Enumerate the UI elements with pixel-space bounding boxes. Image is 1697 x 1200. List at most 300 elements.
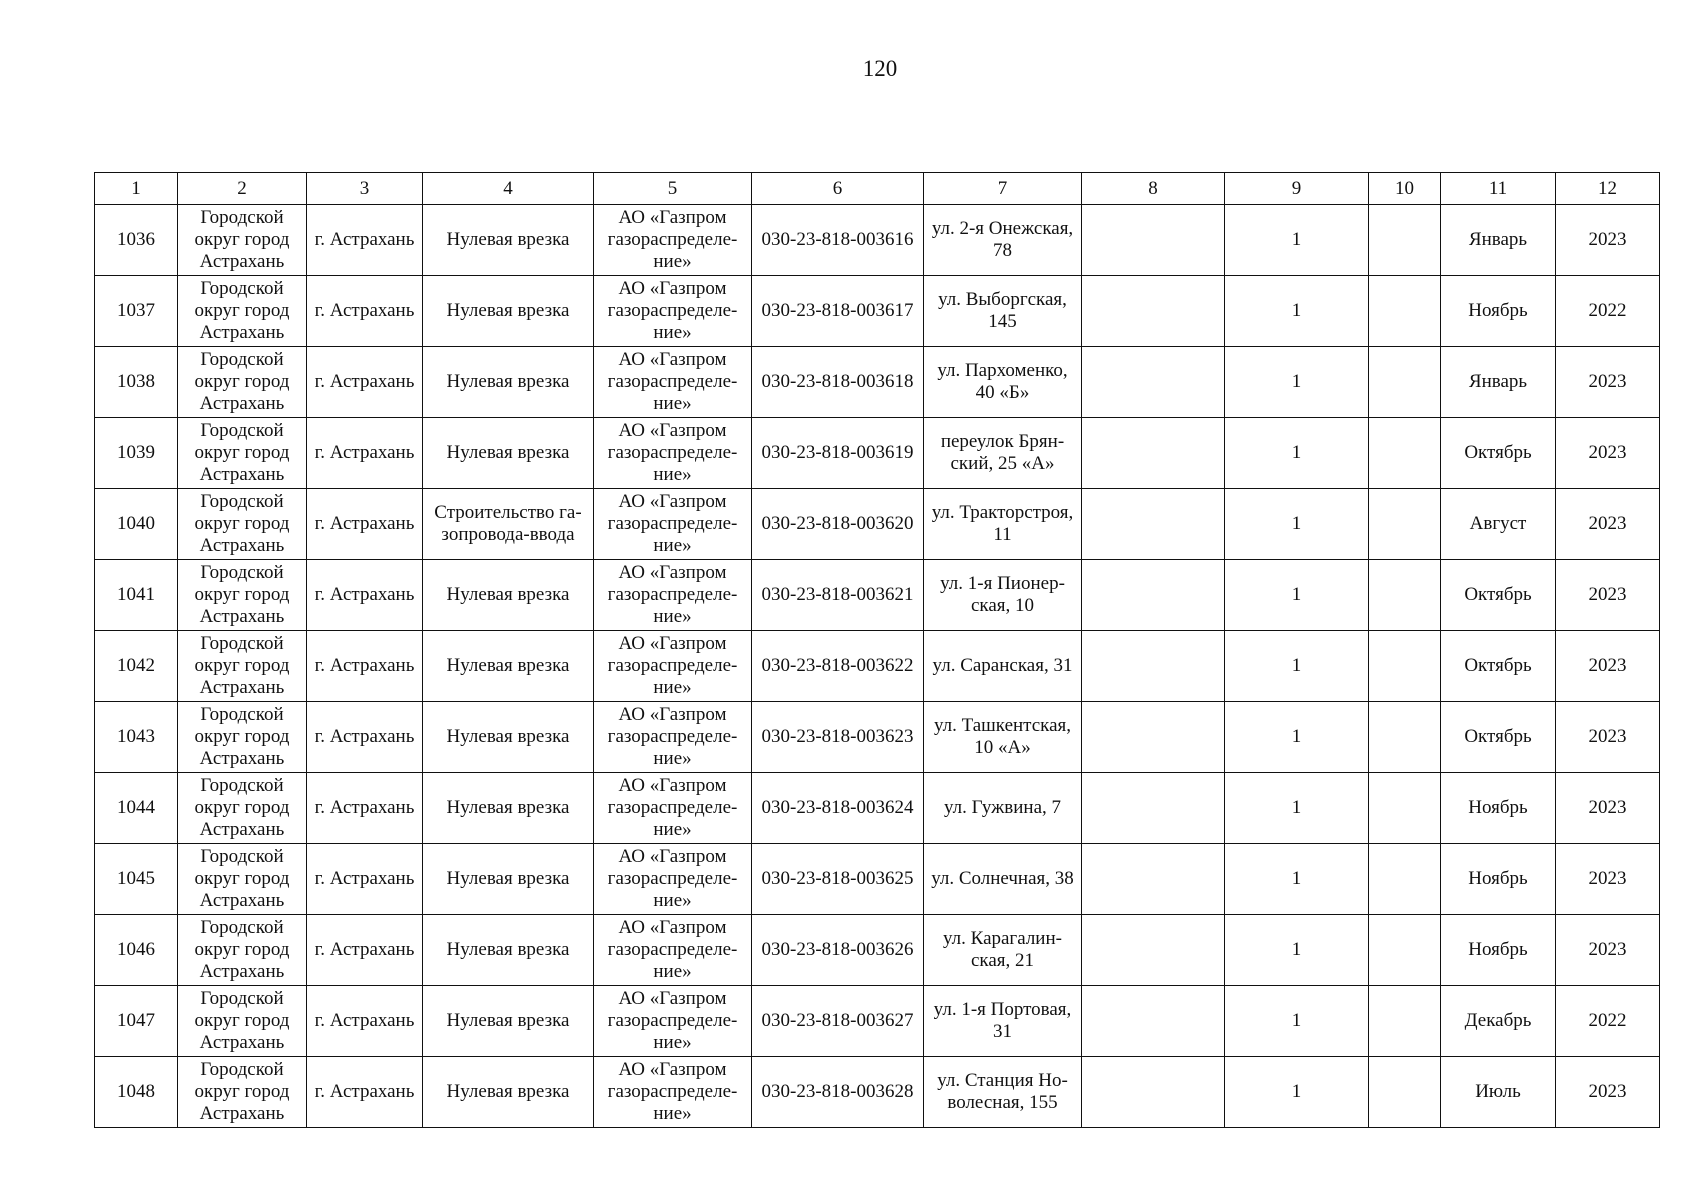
address-cell [924,489,1082,560]
object-code-text: 030-23-818-003621 [761,584,914,605]
object-code-cell [752,489,924,560]
year-cell [1556,986,1660,1057]
year-cell [1556,1057,1660,1128]
column-header-5: 5 [594,173,752,205]
object-code-text: 030-23-818-003616 [761,229,914,250]
month-text: Октябрь [1464,584,1532,605]
organization-text: АО «Газпром газораспределе- ние» [607,207,738,272]
year-text: 2023 [1588,726,1627,747]
column-header-3: 3 [307,173,423,205]
row-number-text: 1044 [117,797,155,818]
object-code-text: 030-23-818-003618 [761,371,914,392]
year-cell [1556,418,1660,489]
table-row [95,773,1660,844]
work-type-text: Нулевая врезка [446,300,570,321]
city-cell [307,347,423,418]
count-cell [1225,915,1369,986]
city-text: г. Астрахань [314,513,415,534]
count-cell [1225,276,1369,347]
column-10-cell [1369,560,1441,631]
column-10-cell [1369,702,1441,773]
address-text: ул. Тракторстроя, 11 [931,502,1074,545]
month-text: Январь [1468,229,1528,250]
table-row [95,276,1660,347]
organization-cell [594,276,752,347]
object-code-text: 030-23-818-003628 [761,1081,914,1102]
address-text: ул. 2-я Онежская, 78 [931,218,1074,261]
object-code-cell [752,915,924,986]
count-cell [1225,986,1369,1057]
work-type-cell [423,418,594,489]
column-10-cell [1369,205,1441,276]
count-text: 1 [1291,655,1302,676]
year-text: 2022 [1588,1010,1627,1031]
object-code-text: 030-23-818-003619 [761,442,914,463]
month-cell [1441,915,1556,986]
row-number-text: 1045 [117,868,155,889]
column-number-row [95,173,1660,205]
year-text: 2023 [1588,371,1627,392]
city-text: г. Астрахань [314,1010,415,1031]
address-cell [924,560,1082,631]
row-number-cell [95,915,178,986]
object-code-text: 030-23-818-003624 [761,797,914,818]
city-text: г. Астрахань [314,797,415,818]
column-8-cell [1082,1057,1225,1128]
object-code-text: 030-23-818-003620 [761,513,914,534]
address-cell [924,844,1082,915]
column-8-cell [1082,844,1225,915]
month-cell [1441,205,1556,276]
organization-cell [594,489,752,560]
count-text: 1 [1291,584,1302,605]
organization-cell [594,915,752,986]
city-text: г. Астрахань [314,300,415,321]
row-number-text: 1040 [117,513,155,534]
organization-text: АО «Газпром газораспределе- ние» [607,420,738,485]
row-number-cell [95,276,178,347]
month-text: Октябрь [1464,442,1532,463]
address-cell [924,986,1082,1057]
district-cell [178,844,307,915]
address-text: ул. 1-я Пионер- ская, 10 [940,573,1065,616]
month-cell [1441,631,1556,702]
address-cell [924,276,1082,347]
city-text: г. Астрахань [314,229,415,250]
month-cell [1441,773,1556,844]
work-type-text: Нулевая врезка [446,1010,570,1031]
column-10-cell [1369,631,1441,702]
row-number-cell [95,844,178,915]
work-type-cell [423,773,594,844]
column-8-cell [1082,205,1225,276]
row-number-text: 1047 [117,1010,155,1031]
column-header-8: 8 [1082,173,1225,205]
row-number-cell [95,418,178,489]
row-number-cell [95,560,178,631]
year-cell [1556,702,1660,773]
address-cell [924,418,1082,489]
work-type-cell [423,986,594,1057]
year-text: 2023 [1588,584,1627,605]
month-text: Октябрь [1464,726,1532,747]
city-text: г. Астрахань [314,655,415,676]
row-number-text: 1037 [117,300,155,321]
district-text: Городской округ город Астрахань [194,988,290,1053]
address-text: ул. Карагалин- ская, 21 [943,928,1062,971]
city-cell [307,631,423,702]
row-number-text: 1048 [117,1081,155,1102]
district-cell [178,205,307,276]
column-header-10: 10 [1369,173,1441,205]
row-number-text: 1038 [117,371,155,392]
district-text: Городской округ город Астрахань [194,491,290,556]
column-header-12: 12 [1556,173,1660,205]
district-cell [178,1057,307,1128]
object-code-text: 030-23-818-003625 [761,868,914,889]
count-cell [1225,702,1369,773]
organization-text: АО «Газпром газораспределе- ние» [607,278,738,343]
count-text: 1 [1291,1010,1302,1031]
count-cell [1225,347,1369,418]
column-header-2: 2 [178,173,307,205]
organization-cell [594,844,752,915]
registry-table [94,172,1660,1128]
column-8-cell [1082,418,1225,489]
city-cell [307,489,423,560]
count-text: 1 [1291,1081,1302,1102]
work-type-text: Нулевая врезка [446,655,570,676]
address-text: ул. Пархоменко, 40 «Б» [937,360,1068,403]
count-cell [1225,489,1369,560]
address-text: ул. 1-я Портовая, 31 [933,999,1072,1042]
year-text: 2023 [1588,229,1627,250]
city-text: г. Астрахань [314,584,415,605]
address-cell [924,915,1082,986]
city-cell [307,702,423,773]
table-row [95,205,1660,276]
district-text: Городской округ город Астрахань [194,420,290,485]
count-text: 1 [1291,229,1302,250]
count-text: 1 [1291,868,1302,889]
count-cell [1225,418,1369,489]
row-number-text: 1039 [117,442,155,463]
work-type-cell [423,844,594,915]
district-cell [178,489,307,560]
address-text: ул. Ташкентская, 10 «А» [933,715,1072,758]
district-cell [178,915,307,986]
table-header [95,173,1660,205]
district-cell [178,702,307,773]
count-cell [1225,205,1369,276]
year-text: 2023 [1588,655,1627,676]
month-cell [1441,489,1556,560]
city-text: г. Астрахань [314,1081,415,1102]
column-8-cell [1082,276,1225,347]
object-code-text: 030-23-818-003623 [761,726,914,747]
work-type-text: Нулевая врезка [446,442,570,463]
district-cell [178,631,307,702]
count-cell [1225,844,1369,915]
work-type-cell [423,915,594,986]
column-8-cell [1082,560,1225,631]
month-text: Октябрь [1464,655,1532,676]
district-cell [178,560,307,631]
column-10-cell [1369,915,1441,986]
city-cell [307,986,423,1057]
work-type-cell [423,1057,594,1128]
organization-cell [594,418,752,489]
year-cell [1556,915,1660,986]
month-text: Декабрь [1464,1010,1532,1031]
organization-text: АО «Газпром газораспределе- ние» [607,491,738,556]
year-cell [1556,560,1660,631]
district-text: Городской округ город Астрахань [194,633,290,698]
column-8-cell [1082,347,1225,418]
table-row [95,986,1660,1057]
object-code-text: 030-23-818-003626 [761,939,914,960]
count-text: 1 [1291,442,1302,463]
year-text: 2023 [1588,868,1627,889]
organization-text: АО «Газпром газораспределе- ние» [607,633,738,698]
column-header-9: 9 [1225,173,1369,205]
column-10-cell [1369,844,1441,915]
table-row [95,418,1660,489]
month-text: Август [1469,513,1527,534]
work-type-text: Нулевая врезка [446,584,570,605]
column-8-cell [1082,773,1225,844]
object-code-cell [752,205,924,276]
object-code-cell [752,276,924,347]
work-type-text: Нулевая врезка [446,229,570,250]
column-header-7: 7 [924,173,1082,205]
year-cell [1556,844,1660,915]
address-cell [924,1057,1082,1128]
month-text: Ноябрь [1468,939,1528,960]
organization-cell [594,702,752,773]
object-code-text: 030-23-818-003622 [761,655,914,676]
work-type-text: Нулевая врезка [446,1081,570,1102]
year-cell [1556,631,1660,702]
object-code-text: 030-23-818-003627 [761,1010,914,1031]
month-cell [1441,844,1556,915]
column-10-cell [1369,489,1441,560]
city-cell [307,773,423,844]
row-number-text: 1036 [117,229,155,250]
work-type-cell [423,347,594,418]
count-cell [1225,560,1369,631]
month-text: Июль [1475,1081,1521,1102]
district-text: Городской округ город Астрахань [194,846,290,911]
month-cell [1441,418,1556,489]
organization-text: АО «Газпром газораспределе- ние» [607,349,738,414]
organization-text: АО «Газпром газораспределе- ние» [607,917,738,982]
address-text: ул. Выборгская, 145 [938,289,1067,332]
city-cell [307,1057,423,1128]
city-cell [307,205,423,276]
count-text: 1 [1291,513,1302,534]
count-text: 1 [1291,939,1302,960]
object-code-cell [752,347,924,418]
count-cell [1225,1057,1369,1128]
table-row [95,631,1660,702]
column-header-4: 4 [423,173,594,205]
row-number-cell [95,631,178,702]
year-cell [1556,347,1660,418]
row-number-text: 1042 [117,655,155,676]
table-body [95,205,1660,1128]
table-row [95,560,1660,631]
year-cell [1556,773,1660,844]
year-text: 2023 [1588,442,1627,463]
month-cell [1441,986,1556,1057]
count-text: 1 [1291,300,1302,321]
object-code-cell [752,631,924,702]
page-number: 120 [862,56,898,81]
work-type-text: Нулевая врезка [446,797,570,818]
district-text: Городской округ город Астрахань [194,207,290,272]
column-10-cell [1369,986,1441,1057]
count-cell [1225,773,1369,844]
organization-text: АО «Газпром газораспределе- ние» [607,704,738,769]
city-text: г. Астрахань [314,371,415,392]
organization-text: АО «Газпром газораспределе- ние» [607,1059,738,1124]
column-10-cell [1369,773,1441,844]
month-cell [1441,702,1556,773]
column-8-cell [1082,986,1225,1057]
year-text: 2022 [1588,300,1627,321]
month-cell [1441,347,1556,418]
object-code-cell [752,418,924,489]
column-8-cell [1082,702,1225,773]
address-cell [924,631,1082,702]
row-number-cell [95,986,178,1057]
district-text: Городской округ город Астрахань [194,917,290,982]
object-code-cell [752,560,924,631]
month-text: Ноябрь [1468,300,1528,321]
row-number-text: 1046 [117,939,155,960]
work-type-text: Нулевая врезка [446,371,570,392]
work-type-cell [423,205,594,276]
city-cell [307,418,423,489]
object-code-cell [752,702,924,773]
organization-cell [594,205,752,276]
year-cell [1556,205,1660,276]
city-cell [307,844,423,915]
year-text: 2023 [1588,939,1627,960]
address-text: переулок Брян- ский, 25 «А» [940,431,1065,474]
district-text: Городской округ город Астрахань [194,562,290,627]
row-number-cell [95,702,178,773]
organization-cell [594,986,752,1057]
district-text: Городской округ город Астрахань [194,704,290,769]
year-text: 2023 [1588,513,1627,534]
month-text: Январь [1468,371,1528,392]
count-text: 1 [1291,726,1302,747]
city-text: г. Астрахань [314,868,415,889]
table-row [95,489,1660,560]
district-text: Городской округ город Астрахань [194,775,290,840]
month-text: Ноябрь [1468,868,1528,889]
district-cell [178,773,307,844]
address-text: ул. Станция Но- волесная, 155 [937,1070,1068,1113]
year-text: 2023 [1588,797,1627,818]
work-type-text: Нулевая врезка [446,868,570,889]
year-cell [1556,489,1660,560]
row-number-text: 1041 [117,584,155,605]
city-cell [307,915,423,986]
month-cell [1441,560,1556,631]
district-cell [178,347,307,418]
year-cell [1556,276,1660,347]
address-text: ул. Саранская, 31 [932,655,1073,676]
month-cell [1441,276,1556,347]
work-type-cell [423,631,594,702]
work-type-cell [423,702,594,773]
table-row [95,347,1660,418]
organization-cell [594,631,752,702]
object-code-cell [752,1057,924,1128]
organization-cell [594,773,752,844]
work-type-text: Нулевая врезка [446,939,570,960]
table-row [95,1057,1660,1128]
month-cell [1441,1057,1556,1128]
address-cell [924,773,1082,844]
object-code-cell [752,773,924,844]
district-text: Городской округ город Астрахань [194,1059,290,1124]
object-code-cell [752,844,924,915]
year-text: 2023 [1588,1081,1627,1102]
row-number-cell [95,347,178,418]
city-cell [307,560,423,631]
organization-text: АО «Газпром газораспределе- ние» [607,988,738,1053]
address-cell [924,347,1082,418]
column-header-1: 1 [95,173,178,205]
city-text: г. Астрахань [314,442,415,463]
city-text: г. Астрахань [314,726,415,747]
district-cell [178,986,307,1057]
address-cell [924,205,1082,276]
column-8-cell [1082,489,1225,560]
row-number-cell [95,205,178,276]
count-cell [1225,631,1369,702]
organization-text: АО «Газпром газораспределе- ние» [607,775,738,840]
column-10-cell [1369,347,1441,418]
column-8-cell [1082,915,1225,986]
address-text: ул. Гужвина, 7 [943,797,1062,818]
organization-cell [594,560,752,631]
row-number-cell [95,489,178,560]
row-number-cell [95,773,178,844]
address-text: ул. Солнечная, 38 [931,868,1074,889]
work-type-cell [423,560,594,631]
object-code-cell [752,986,924,1057]
row-number-text: 1043 [117,726,155,747]
column-header-6: 6 [752,173,924,205]
address-cell [924,702,1082,773]
district-text: Городской округ город Астрахань [194,278,290,343]
work-type-text: Нулевая врезка [446,726,570,747]
organization-cell [594,347,752,418]
district-cell [178,276,307,347]
work-type-cell [423,276,594,347]
month-text: Ноябрь [1468,797,1528,818]
column-10-cell [1369,1057,1441,1128]
row-number-cell [95,1057,178,1128]
count-text: 1 [1291,371,1302,392]
work-type-text: Строительство га- зопровода-ввода [434,502,582,545]
column-8-cell [1082,631,1225,702]
